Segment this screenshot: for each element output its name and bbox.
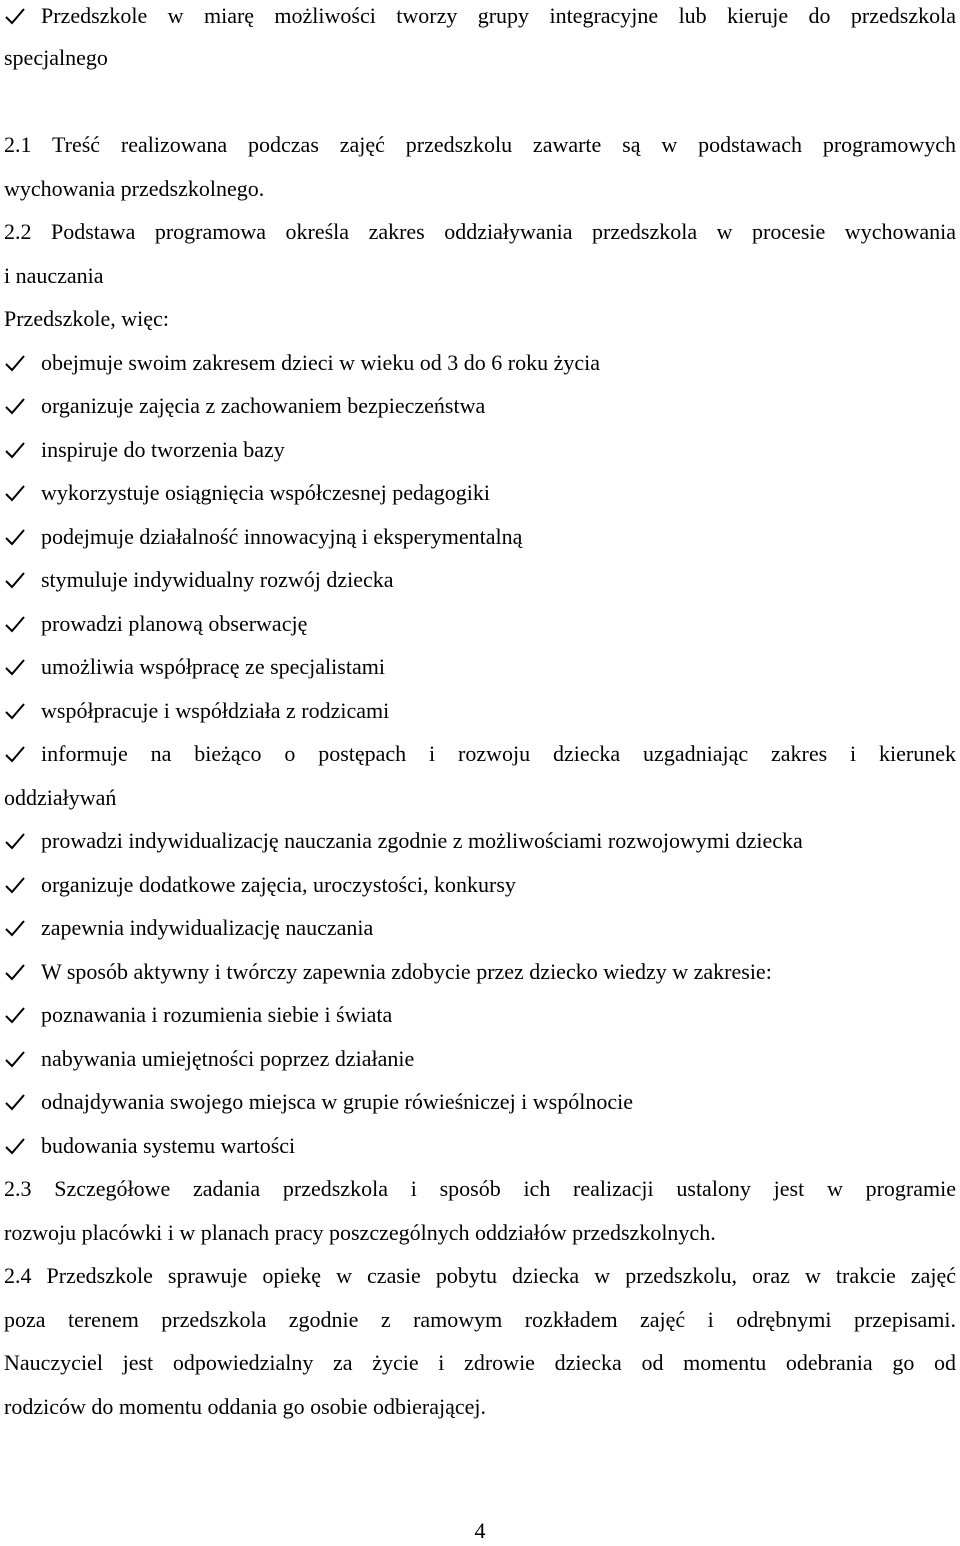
- section-2-2-lead: Przedszkole, więc:: [4, 306, 169, 331]
- checkmark-icon: [4, 701, 26, 721]
- checkmark-icon: [4, 962, 26, 982]
- list-item: [4, 609, 956, 639]
- section-2-4-line-2: poza terenem przedszkola zgodnie z ramowym rozkładem zajęć i odrębnymi przepisami.: [4, 1307, 956, 1332]
- checkmark-icon: [4, 744, 26, 764]
- list-item-text: poznawania i rozumienia siebie i świata: [41, 1002, 393, 1027]
- checkmark-icon: [4, 483, 26, 503]
- list-item-text: odnajdywania swojego miejsca w grupie rówieśniczej i wspólnocie: [41, 1089, 634, 1114]
- checkmark-icon: [4, 527, 26, 547]
- list-item: [4, 957, 956, 987]
- intro-item-text: Przedszkole w miarę możliwości tworzy grupy integracyjne lub kieruje do przedszkola: [41, 3, 956, 28]
- list-item-text: W sposób aktywny i twórczy zapewnia zdobycie przez dziecko wiedzy w zakresie:: [41, 959, 772, 984]
- section-2-4-line-1: 2.4 Przedszkole sprawuje opiekę w czasie pobytu dziecka w przedszkolu, oraz w trakcie zajęć: [4, 1263, 956, 1288]
- section-2-1-line-1: 2.1 Treść realizowana podczas zajęć przedszkolu zawarte są w podstawach programowych: [4, 132, 956, 157]
- list-item-text: umożliwia współpracę ze specjalistami: [41, 654, 385, 679]
- section-2-2-line-1: 2.2 Podstawa programowa określa zakres oddziaływania przedszkola w procesie wychowania: [4, 219, 956, 244]
- checkmark-icon: [4, 1136, 26, 1156]
- section-2-3-line-1: 2.3 Szczegółowe zadania przedszkola i sposób ich realizacji ustalony jest w programie: [4, 1176, 956, 1201]
- list-item: [4, 435, 956, 465]
- list-item: [4, 1087, 956, 1117]
- list-item: [4, 1131, 956, 1161]
- checkmark-icon: [4, 570, 26, 590]
- list-item: [4, 739, 956, 769]
- checkmark-icon: [4, 1005, 26, 1025]
- list-item-text: nabywania umiejętności poprzez działanie: [41, 1046, 415, 1071]
- section-2-4-line-3: Nauczyciel jest odpowiedzialny za życie i zdrowie dziecka od momentu odebrania go od: [4, 1350, 956, 1375]
- list-item-text: stymuluje indywidualny rozwój dziecka: [41, 567, 394, 592]
- list-item-text: organizuje dodatkowe zajęcia, uroczystości, konkursy: [41, 872, 516, 897]
- section-2-4-line-4: rodziców do momentu oddania go osobie odbierającej.: [4, 1394, 487, 1419]
- checkmark-icon: [4, 353, 26, 373]
- checkmark-icon: [4, 440, 26, 460]
- list-item-text: współpracuje i współdziała z rodzicami: [41, 698, 390, 723]
- section-2-3-line-2: rozwoju placówki i w planach pracy poszczególnych oddziałów przedszkolnych.: [4, 1220, 716, 1245]
- checkmark-icon: [4, 6, 26, 26]
- list-item: [4, 1000, 956, 1030]
- list-item-text: wykorzystuje osiągnięcia współczesnej pedagogiki: [41, 480, 491, 505]
- list-item-text: zapewnia indywidualizację nauczania: [41, 915, 374, 940]
- list-item-text: podejmuje działalność innowacyjną i eksperymentalną: [41, 524, 523, 549]
- list-item: [4, 870, 956, 900]
- list-item: [4, 391, 956, 421]
- list-item: [4, 913, 956, 943]
- list-item-text: inspiruje do tworzenia bazy: [41, 437, 285, 462]
- checkmark-icon: [4, 1049, 26, 1069]
- list-item: [4, 478, 956, 508]
- intro-item-continuation: specjalnego: [4, 45, 108, 70]
- intro-item: [4, 1, 956, 31]
- list-item: [4, 522, 956, 552]
- section-2-2-line-2: i nauczania: [4, 263, 104, 288]
- checkmark-icon: [4, 831, 26, 851]
- list-item: [4, 826, 956, 856]
- checkmark-icon: [4, 1092, 26, 1112]
- list-item-text: informuje na bieżąco o postępach i rozwoju dziecka uzgadniając zakres i kierunek: [41, 741, 956, 766]
- list-item: [4, 1044, 956, 1074]
- list-item-continuation: oddziaływań: [4, 785, 117, 810]
- checkmark-icon: [4, 396, 26, 416]
- checkmark-icon: [4, 875, 26, 895]
- list-item: [4, 565, 956, 595]
- list-item: [4, 696, 956, 726]
- checkmark-icon: [4, 918, 26, 938]
- section-2-1-line-2: wychowania przedszkolnego.: [4, 176, 265, 201]
- list-item-text: obejmuje swoim zakresem dzieci w wieku od 3 do 6 roku życia: [41, 350, 601, 375]
- list-item-text: prowadzi planową obserwację: [41, 611, 308, 636]
- checkmark-icon: [4, 614, 26, 634]
- list-item-text: organizuje zajęcia z zachowaniem bezpieczeństwa: [41, 393, 486, 418]
- page-number: 4: [474, 1518, 486, 1543]
- checkmark-icon: [4, 657, 26, 677]
- list-item-text: prowadzi indywidualizację nauczania zgodnie z możliwościami rozwojowymi dziecka: [41, 828, 803, 853]
- list-item-text: budowania systemu wartości: [41, 1133, 296, 1158]
- list-item: [4, 348, 956, 378]
- list-item: [4, 652, 956, 682]
